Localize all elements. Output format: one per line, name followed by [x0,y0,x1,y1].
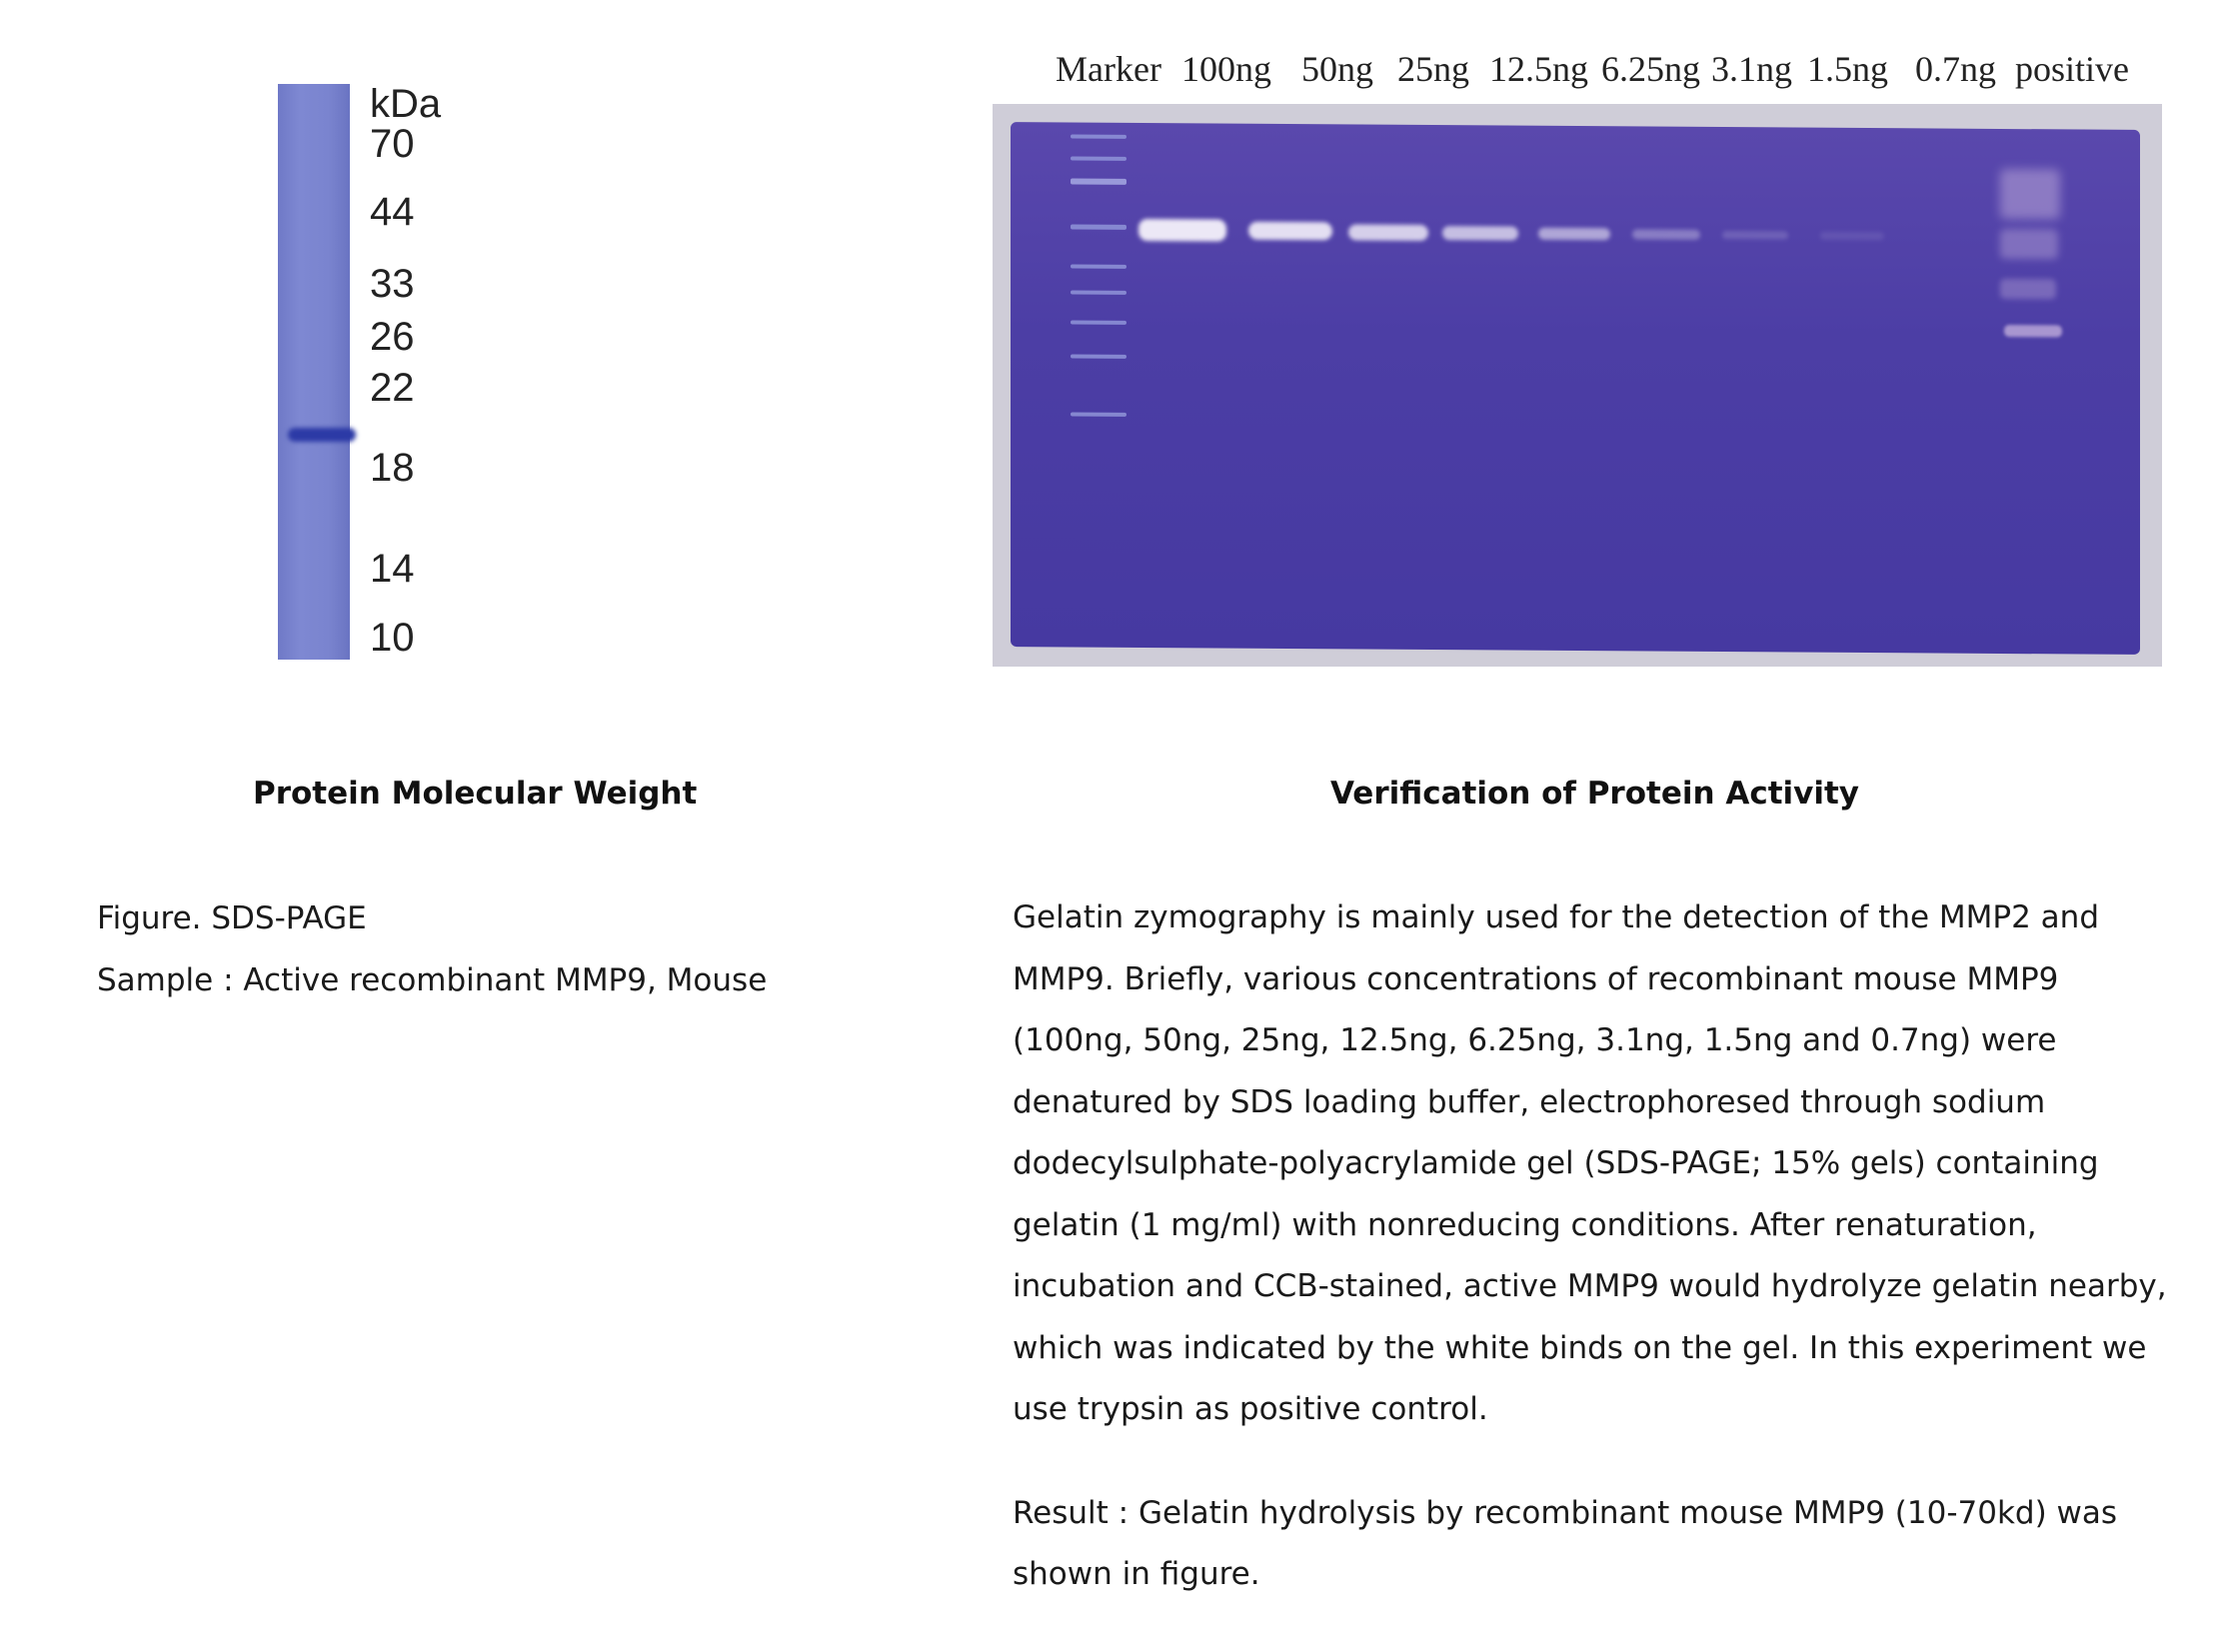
gel-body [1011,122,2140,655]
marker-band [1071,290,1126,294]
hydrolysis-band-3-1ng [1632,229,1700,239]
hydrolysis-band-1-5ng [1722,231,1788,239]
lane-label-marker: Marker [1056,49,1161,89]
figure-label: Figure. SDS-PAGE [97,900,367,936]
unit-label: kDa [370,82,442,126]
positive-control-smear [2000,229,2058,259]
lane-labels [1040,48,2159,98]
lane-label-12-5ng: 12.5ng [1489,49,1588,89]
result-paragraph: Result : Gelatin hydrolysis by recombinant mouse MMP9 (10-70kd) was shown in figure. [1013,1494,2118,1592]
marker-label-18: 18 [370,446,415,490]
marker-band [1071,320,1126,324]
marker-band [1071,354,1126,358]
sample-label: Sample : Active recombinant MMP9, Mouse [97,962,768,998]
lane-label-positive: positive [2015,49,2129,89]
marker-label-70: 70 [370,122,415,166]
marker-label-44: 44 [370,190,415,234]
molecular-weight-labels [370,84,490,670]
marker-band [1071,178,1126,184]
positive-control-smear [2000,279,2056,299]
marker-band [1071,156,1126,160]
positive-control-band [2004,325,2062,337]
lane-label-25ng: 25ng [1397,49,1469,89]
protein-band [288,428,356,442]
lane-label-100ng: 100ng [1181,49,1271,89]
marker-band [1071,134,1126,138]
marker-band [1071,412,1126,416]
marker-band [1071,224,1126,229]
hydrolysis-band-25ng [1348,224,1428,241]
marker-label-10: 10 [370,616,415,660]
lane-label-6-25ng: 6.25ng [1601,49,1700,89]
positive-control-smear [2000,169,2060,219]
lane-label-3-1ng: 3.1ng [1711,49,1792,89]
marker-label-22: 22 [370,366,415,410]
hydrolysis-band-0-7ng [1820,232,1884,240]
hydrolysis-band-12-5ng [1442,226,1518,241]
caption-verification-of-protein-activity: Verification of Protein Activity [1330,776,1859,812]
hydrolysis-band-6-25ng [1538,228,1610,241]
zymography-gel-image [993,104,2162,667]
lane-label-0-7ng: 0.7ng [1915,49,1996,89]
marker-label-33: 33 [370,262,415,306]
activity-description [1013,887,2187,1606]
marker-label-14: 14 [370,547,415,591]
lane-label-1-5ng: 1.5ng [1807,49,1888,89]
marker-band [1071,264,1126,268]
caption-protein-molecular-weight: Protein Molecular Weight [253,776,698,812]
sds-page-image [270,84,490,670]
hydrolysis-band-50ng [1248,222,1332,241]
lane-label-50ng: 50ng [1301,49,1373,89]
method-paragraph: Gelatin zymography is mainly used for the detection of the MMP2 and MMP9. Briefly, various concentrations of recombinant mouse MMP9 (100ng, 50ng, 25ng, 12.5ng, 6.25ng, 3.1ng, 1.5ng and 0.7ng) were denatured by SDS loading buffer, electrophoresed through sodium dodecylsulphate-polyacrylamide gel (SDS-PAGE; 15% gels) containing gelatin (1 mg/ml) with nonreducing conditions. After renaturation, incubation and CCB-stained, active MMP9 would hydrolyze gelatin nearby, which was indicated by the white binds on the gel. In this experiment we use trypsin as positive control. [1013,899,2167,1427]
sds-gel-lane [278,84,350,660]
marker-label-26: 26 [370,315,415,359]
hydrolysis-band-100ng [1138,219,1226,242]
figure-info [97,887,767,1011]
